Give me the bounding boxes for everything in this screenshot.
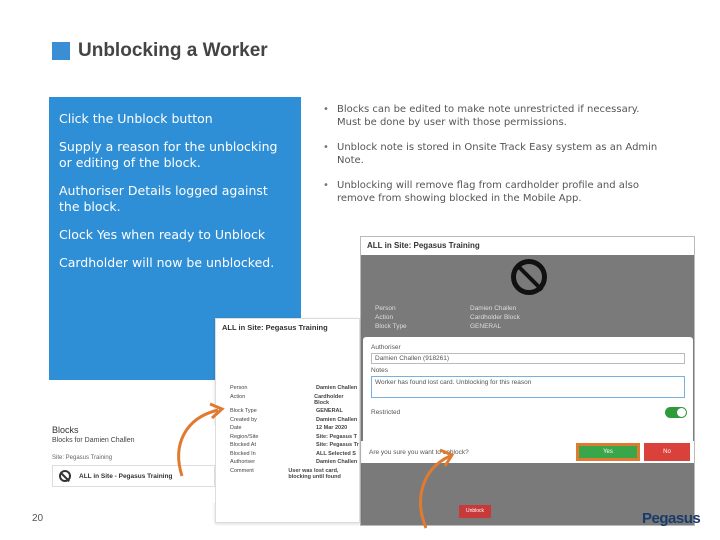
- page-number: 20: [32, 513, 44, 524]
- notes-list: [323, 103, 663, 217]
- table-row: Date 12 Mar 2020: [230, 425, 348, 431]
- slide-title-area: [52, 40, 268, 62]
- blocked-icon: [59, 470, 71, 482]
- details-rows: [230, 385, 359, 482]
- no-button[interactable]: No: [644, 443, 690, 461]
- blocks-subheading: Blocks for Damien Challen: [52, 437, 135, 444]
- table-row: Block Type GENERAL: [230, 408, 343, 414]
- table-row: Blocked At Site: Pegasus Tr: [230, 442, 359, 448]
- block-details-screenshot: [215, 318, 360, 523]
- site-label: Site: Pegasus Training: [52, 455, 113, 461]
- table-row: Region/Site Site: Pegasus T: [230, 433, 357, 440]
- note-item: • Unblocking will remove flag from cardholder profile and also remove from showing blocked in the Mobile App.: [323, 179, 663, 205]
- unblock-button[interactable]: Unblock: [459, 505, 491, 518]
- dialog-header: ALL in Site: Pegasus Training: [361, 237, 694, 255]
- table-row: Blocked In ALL Selected S: [230, 450, 356, 457]
- block-list-item-label: ALL in Site - Pegasus Training: [79, 472, 173, 480]
- blocked-icon: [511, 259, 547, 295]
- table-row: Comment User was lost card, blocking until found: [230, 467, 341, 480]
- step-1: Click the Unblock button: [59, 111, 213, 126]
- step-5: Cardholder will now be unblocked.: [59, 255, 275, 270]
- table-row: Authoriser Damien Challen: [230, 459, 358, 465]
- curved-arrow-icon: [170, 400, 230, 480]
- authoriser-field[interactable]: Damien Challen (918261): [371, 353, 685, 364]
- title-square-icon: [52, 42, 70, 60]
- step-4: Clock Yes when ready to Unblock: [59, 227, 266, 242]
- pegasus-logo: Pegasus: [642, 510, 701, 527]
- note-item: • Unblock note is stored in Onsite Track Easy system as an Admin Note.: [323, 141, 663, 167]
- curved-arrow-icon: [410, 444, 470, 530]
- authoriser-label: Authoriser: [371, 344, 401, 351]
- notes-field[interactable]: Worker has found lost card. Unblocking for this reason: [371, 376, 685, 398]
- notes-label: Notes: [371, 367, 388, 374]
- restricted-toggle[interactable]: [665, 407, 687, 418]
- restricted-label: Restricted: [371, 409, 401, 416]
- table-row: Action Cardholder Block: [230, 393, 344, 406]
- note-item: • Blocks can be edited to make note unrestricted if necessary. Must be done by user with those permissions.: [323, 103, 663, 129]
- yes-button[interactable]: Yes: [576, 443, 640, 461]
- blocks-heading: Blocks: [52, 425, 79, 435]
- confirm-question: Are you sure you want to unblock?: [369, 449, 469, 456]
- table-row: Person Damien Challen: [230, 385, 358, 391]
- block-info: Person Damien Challen Action Cardholder Block Block Type GENERAL: [375, 305, 520, 330]
- step-3: Authoriser Details logged against the block.: [59, 183, 268, 214]
- details-header: ALL in Site: Pegasus Training: [222, 323, 328, 332]
- slide-title: Unblocking a Worker: [78, 40, 268, 61]
- unblock-modal: [363, 337, 693, 457]
- table-row: Created by Damien Challen: [230, 416, 358, 423]
- step-2: Supply a reason for the unblocking or editing of the block.: [59, 139, 278, 170]
